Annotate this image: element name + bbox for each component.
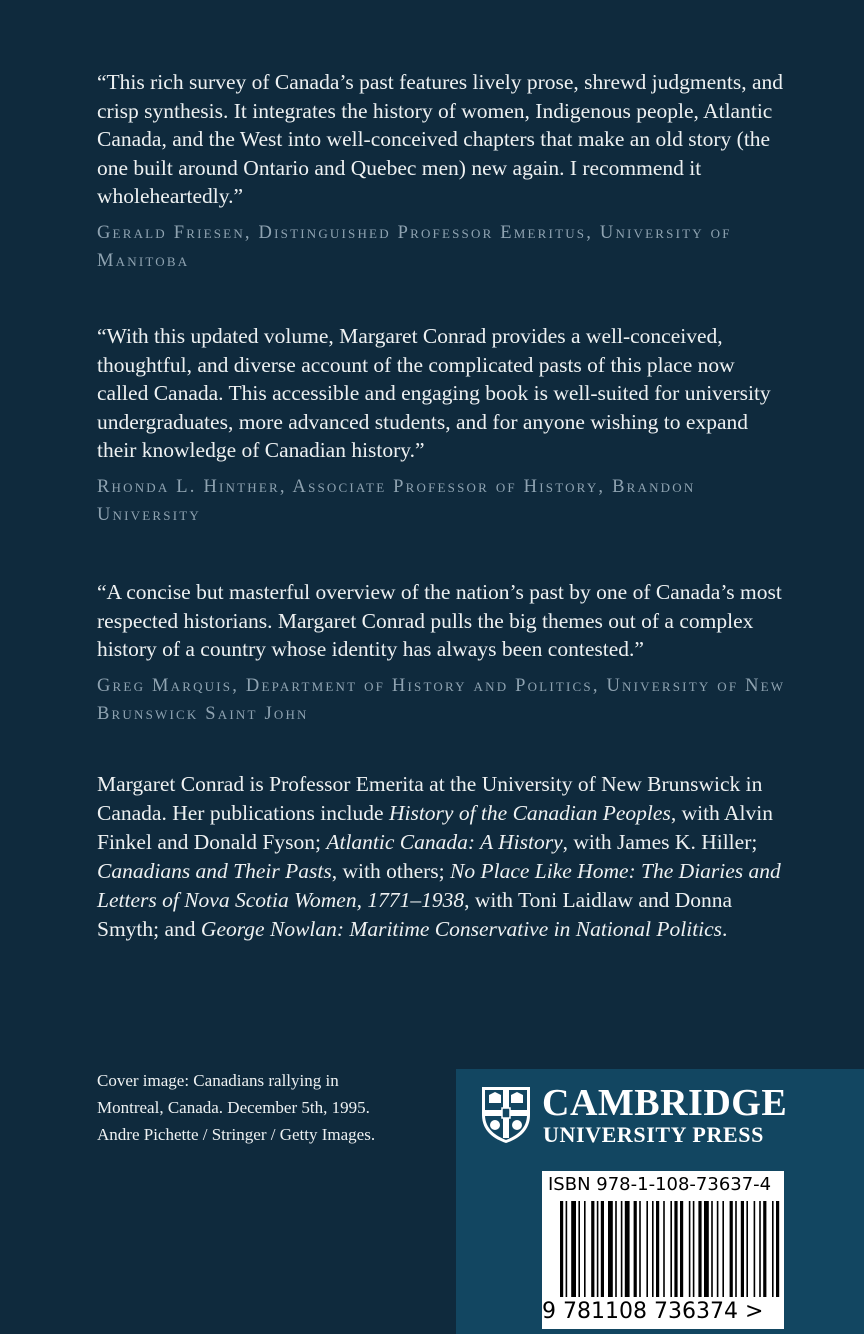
barcode-bar <box>578 1201 580 1297</box>
barcode-bar <box>566 1201 568 1297</box>
barcode-bar <box>674 1201 677 1297</box>
book-title: Canadians and Their Pasts <box>97 859 332 883</box>
barcode-bar <box>656 1201 659 1297</box>
barcode-bar <box>621 1201 623 1297</box>
barcode-bar <box>608 1201 613 1297</box>
barcode-bar <box>591 1201 594 1297</box>
barcode-bar <box>722 1201 724 1297</box>
barcode-bar <box>663 1201 665 1297</box>
blurb-3 <box>97 578 787 729</box>
book-title: No Place Like Home: The Diaries and Letters of Nova Scotia Women, 1771–1938 <box>97 859 781 912</box>
barcode-bar <box>693 1201 695 1297</box>
barcode-bar <box>571 1201 576 1297</box>
barcode-bar <box>689 1201 691 1297</box>
barcode-bar <box>646 1201 648 1297</box>
barcode-bar <box>735 1201 737 1297</box>
barcode-bar <box>717 1201 719 1297</box>
barcode-bar <box>670 1201 672 1297</box>
ean-digits: 9 781108 736374 > <box>542 1299 764 1324</box>
barcode-bar <box>639 1201 641 1297</box>
isbn-label: ISBN 978-1-108-73637-4 <box>548 1174 772 1195</box>
bio-text: . <box>722 917 728 941</box>
publisher-subname: UNIVERSITY PRESS <box>543 1122 764 1147</box>
barcode-bar <box>763 1201 766 1297</box>
bio-text: , with James K. Hiller; <box>562 830 758 854</box>
barcode-bar <box>698 1201 701 1297</box>
book-title: Atlantic Canada: A History <box>326 830 563 854</box>
barcode-bar <box>759 1201 761 1297</box>
barcode-bar <box>776 1201 779 1297</box>
barcode-bar <box>711 1201 713 1297</box>
barcode-bar <box>680 1201 683 1297</box>
barcode-bar <box>704 1201 709 1297</box>
publisher-panel <box>456 1069 864 1334</box>
barcode-box <box>542 1171 784 1329</box>
bio-text: , with Alvin Finkel and Donald Fyson; <box>97 801 773 854</box>
author-bio <box>97 770 787 944</box>
blurb-attribution: Gerald Friesen, Distinguished Professor Emeritus, University of Manitoba <box>97 222 732 272</box>
barcode-bar <box>652 1201 654 1297</box>
cambridge-shield-icon <box>480 1085 532 1145</box>
barcode-bar <box>560 1201 563 1297</box>
blurb-attribution: Greg Marquis, Department of History and Politics, University of New Brunswick Saint John <box>97 675 786 725</box>
blurb-quote: “This rich survey of Canada’s past features lively prose, shrewd judgments, and crisp synthesis. It integrates the history of women, Indigenous people, Atlantic Canada, and the West into well-conceived chapters that make an old story (the one built around Ontario and Quebec men) new again. I recommend it wholeheartedly.” <box>97 70 784 209</box>
barcode-bar <box>615 1201 617 1297</box>
blurb-2 <box>97 322 787 530</box>
barcode-bar <box>741 1201 744 1297</box>
publisher-name: CAMBRIDGE <box>542 1082 788 1124</box>
cover-image-credit: Cover image: Canadians rallying in Montreal, Canada. December 5th, 1995. Andre Pichette / Stringer / Getty Images. <box>97 1071 376 1145</box>
barcode-bar <box>625 1201 630 1297</box>
barcode-bar <box>754 1201 756 1297</box>
bio-text: Margaret Conrad is Professor Emerita at the University of New Brunswick in Canada. Her publications include <box>97 772 763 825</box>
bio-text: , with Toni Laidlaw and Donna Smyth; and <box>97 888 733 941</box>
blurb-attribution: Rhonda L. Hinther, Associate Professor of History, Brandon University <box>97 476 696 526</box>
blurb-1 <box>97 68 787 276</box>
barcode-bar <box>634 1201 637 1297</box>
blurb-quote: “With this updated volume, Margaret Conrad provides a well-conceived, thoughtful, and diverse account of the complicated pasts of this place now called Canada. This accessible and engaging book is well-suited for university undergraduates, more advanced students, and for anyone wishing to expand their knowledge of Canadian history.” <box>97 324 771 463</box>
barcode-bar <box>772 1201 774 1297</box>
barcode-bar <box>746 1201 748 1297</box>
bio-text: , with others; <box>331 859 450 883</box>
blurb-quote: “A concise but masterful overview of the nation’s past by one of Canada’s most respected historians. Margaret Conrad pulls the big themes out of a complex history of a country whose identity has always been contested.” <box>97 580 782 662</box>
barcode-bar <box>597 1201 599 1297</box>
barcode-bar <box>730 1201 733 1297</box>
book-title: History of the Canadian Peoples <box>388 801 671 825</box>
barcode-bar <box>601 1201 604 1297</box>
book-title: George Nowlan: Maritime Conservative in National Politics <box>200 917 723 941</box>
barcode-bar <box>584 1201 586 1297</box>
